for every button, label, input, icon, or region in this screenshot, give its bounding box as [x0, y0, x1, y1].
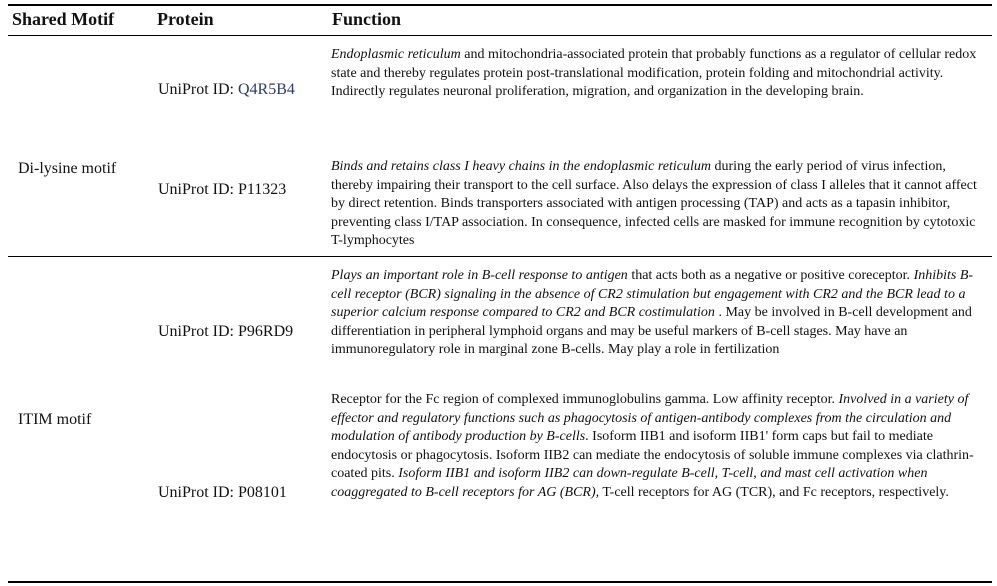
function-p11323	[331, 158, 979, 251]
protein-prefix: UniProt ID:	[158, 81, 238, 98]
function-p96rd9	[331, 267, 979, 360]
function-segment: during the early period of virus infection, thereby impairing their transport to the cell surface. Also delays the expression of class I alleles that it cannot affect by direct retention. Binds transporters associated with antigen processing (TAP) and acts as a tapasin inhibitor, preventing class I/TAP association. In consequence, infected cells are masked for immune recognition by cytotoxic T-lymphocytes	[331, 159, 977, 248]
function-text	[331, 267, 979, 360]
function-segment: . Isoform IIB1 and isoform IIB1' form caps but fail to mediate endocytosis or phagocytosis. Isoform IIB2 can mediate the endocytosis of soluble immune complexes via clathrin-coated pits.	[331, 429, 974, 481]
protein-prefix: UniProt ID:	[158, 484, 238, 501]
function-emphasis: Inhibits B-cell receptor (BCR) signaling in the absence of CR2 stimulation but engagement with CR2 and the BCR lead to a superior calcium response compared to CR2 and BCR costimulation	[331, 268, 974, 320]
protein-id-p08101	[158, 484, 287, 502]
protein-prefix: UniProt ID:	[158, 181, 238, 198]
function-emphasis: Isoform IIB1 and isoform IIB2 can down-regulate B-cell, T-cell, and mast cell activation when coaggregated to B-cell receptors for AG (BCR),	[331, 466, 928, 500]
function-q4r5b4	[331, 46, 979, 102]
protein-id-p11323	[158, 181, 286, 199]
header-function: Function	[332, 9, 402, 29]
protein-accession: P96RD9	[238, 323, 294, 340]
protein-id-p96rd9	[158, 323, 293, 341]
function-emphasis: Binds and retains class I heavy chains in the endoplasmic reticulum	[331, 159, 712, 174]
function-segment: . May be involved in B-cell development and differentiation in peripheral lymphoid organs and may be useful markers of B-cell stages. May have an immunoregulatory role in marginal zone B-cells. May play a role in fertilization	[331, 305, 972, 357]
function-segment: and mitochondria-associated protein that probably functions as a regulator of cellular redox state and thereby regulates protein post-translational modification, protein folding and mitochondrial activity. Indirectly regulates neuronal proliferation, migration, and organization in the developing brain.	[331, 47, 977, 99]
function-text	[331, 158, 979, 251]
table-top-rule	[8, 4, 992, 6]
function-segment: that acts both as a negative or positive coreceptor.	[627, 268, 914, 283]
header-protein: Protein	[157, 9, 214, 29]
table-group-rule	[8, 256, 992, 257]
function-emphasis: Involved in a variety of effector and regulatory functions such as phagocytosis of antigen-antibody complexes from the circulation and modulation of antibody production by B-cells	[331, 392, 969, 444]
function-emphasis: Endoplasmic reticulum	[331, 47, 461, 62]
function-text	[331, 46, 979, 102]
protein-accession: P11323	[238, 181, 287, 198]
table-bottom-rule	[8, 581, 992, 583]
protein-prefix: UniProt ID:	[158, 323, 238, 340]
motif-itim: ITIM motif	[18, 411, 92, 428]
function-text	[331, 391, 979, 502]
uniprot-link-q4r5b4[interactable]: Q4R5B4	[238, 81, 295, 98]
table-header-rule	[8, 35, 992, 36]
header-shared-motif: Shared Motif	[12, 9, 115, 29]
protein-id-q4r5b4	[158, 81, 295, 99]
function-segment: Receptor for the Fc region of complexed immunoglobulins gamma. Low affinity receptor.	[331, 392, 839, 407]
protein-accession: P08101	[238, 484, 287, 501]
function-segment: T-cell receptors for AG (TCR), and Fc receptors, respectively.	[599, 484, 949, 500]
motif-di-lysine: Di-lysine motif	[18, 160, 117, 177]
function-emphasis: Plays an important role in B-cell response to antigen	[331, 268, 628, 283]
function-p08101	[331, 391, 979, 502]
